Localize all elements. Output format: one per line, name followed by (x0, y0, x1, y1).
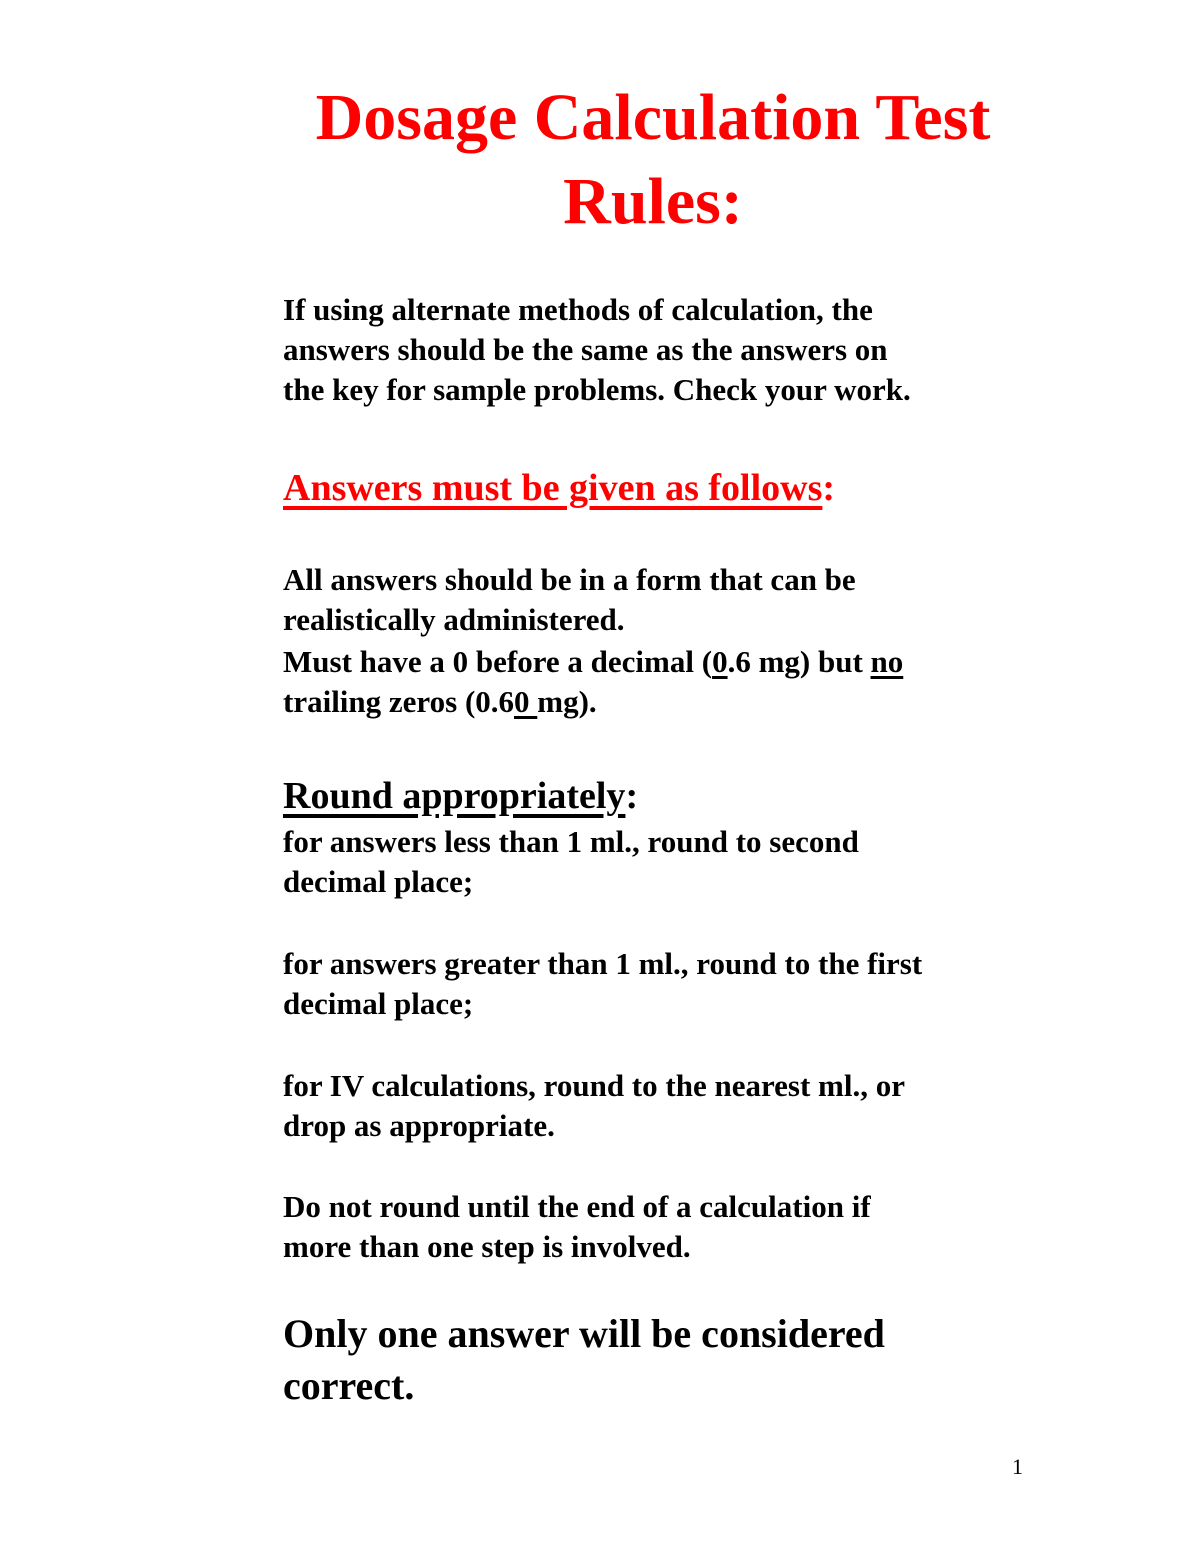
trailing-zero-example: 0 (514, 684, 538, 719)
realistic-form-line-1: All answers should be in a form that can be (283, 562, 856, 597)
zero-rule-zero: 0 (452, 644, 469, 679)
zero-rule-part-a: Must have a (283, 644, 453, 679)
realistic-form-rule (283, 560, 1063, 640)
rounding-rule-1-line-2: decimal place; (283, 864, 474, 899)
rounding-rule-greater-than-1ml (283, 944, 1063, 1024)
page-title (230, 76, 1076, 244)
rounding-rule-1-line-1: for answers less than 1 ml., round to second (283, 824, 859, 859)
rounding-rule-iv (283, 1066, 1063, 1146)
closing-line-1: Only one answer will be considered (283, 1311, 885, 1356)
no-emphasis: no (870, 644, 904, 679)
leading-zero-example: 0 (712, 644, 728, 679)
realistic-form-line-2: realistically administered. (283, 602, 625, 637)
zero-rule-part-b: before a decimal ( (468, 644, 713, 679)
zero-rule (283, 642, 1063, 722)
closing-line-2: correct. (283, 1363, 415, 1408)
intro-paragraph (283, 290, 1063, 410)
title-line-1: Dosage Calculation Test (315, 81, 991, 154)
rounding-rule-4-line-2: more than one step is involved. (283, 1229, 691, 1264)
round-heading (283, 774, 638, 818)
answers-heading-text: Answers must be given as follows (283, 467, 823, 509)
round-heading-colon: : (625, 775, 639, 817)
rounding-rule-less-than-1ml (283, 822, 1063, 902)
page-number: 1 (1012, 1454, 1023, 1479)
intro-line-2: answers should be the same as the answers on (283, 332, 888, 367)
closing-statement (283, 1308, 1043, 1412)
intro-line-1: If using alternate methods of calculation, the (283, 292, 873, 327)
rounding-rule-3-line-1: for IV calculations, round to the nearest ml., or (283, 1068, 905, 1103)
rounding-rule-multistep (283, 1187, 1063, 1267)
round-heading-text: Round appropriately (283, 775, 626, 817)
rounding-rule-4-line-1: Do not round until the end of a calculation if (283, 1189, 871, 1224)
rounding-rule-3-line-2: drop as appropriate. (283, 1108, 555, 1143)
title-line-2: Rules: (563, 165, 743, 238)
trailing-rule-part-b: mg). (537, 684, 597, 719)
rounding-rule-2-line-1: for answers greater than 1 ml., round to the first (283, 946, 923, 981)
rounding-rule-2-line-2: decimal place; (283, 986, 474, 1021)
answers-heading (283, 466, 835, 510)
trailing-rule-part-a: trailing zeros (0.6 (283, 684, 515, 719)
answers-heading-colon: : (822, 467, 836, 509)
intro-line-3: the key for sample problems. Check your work. (283, 372, 911, 407)
zero-rule-part-c: .6 mg) but (727, 644, 871, 679)
